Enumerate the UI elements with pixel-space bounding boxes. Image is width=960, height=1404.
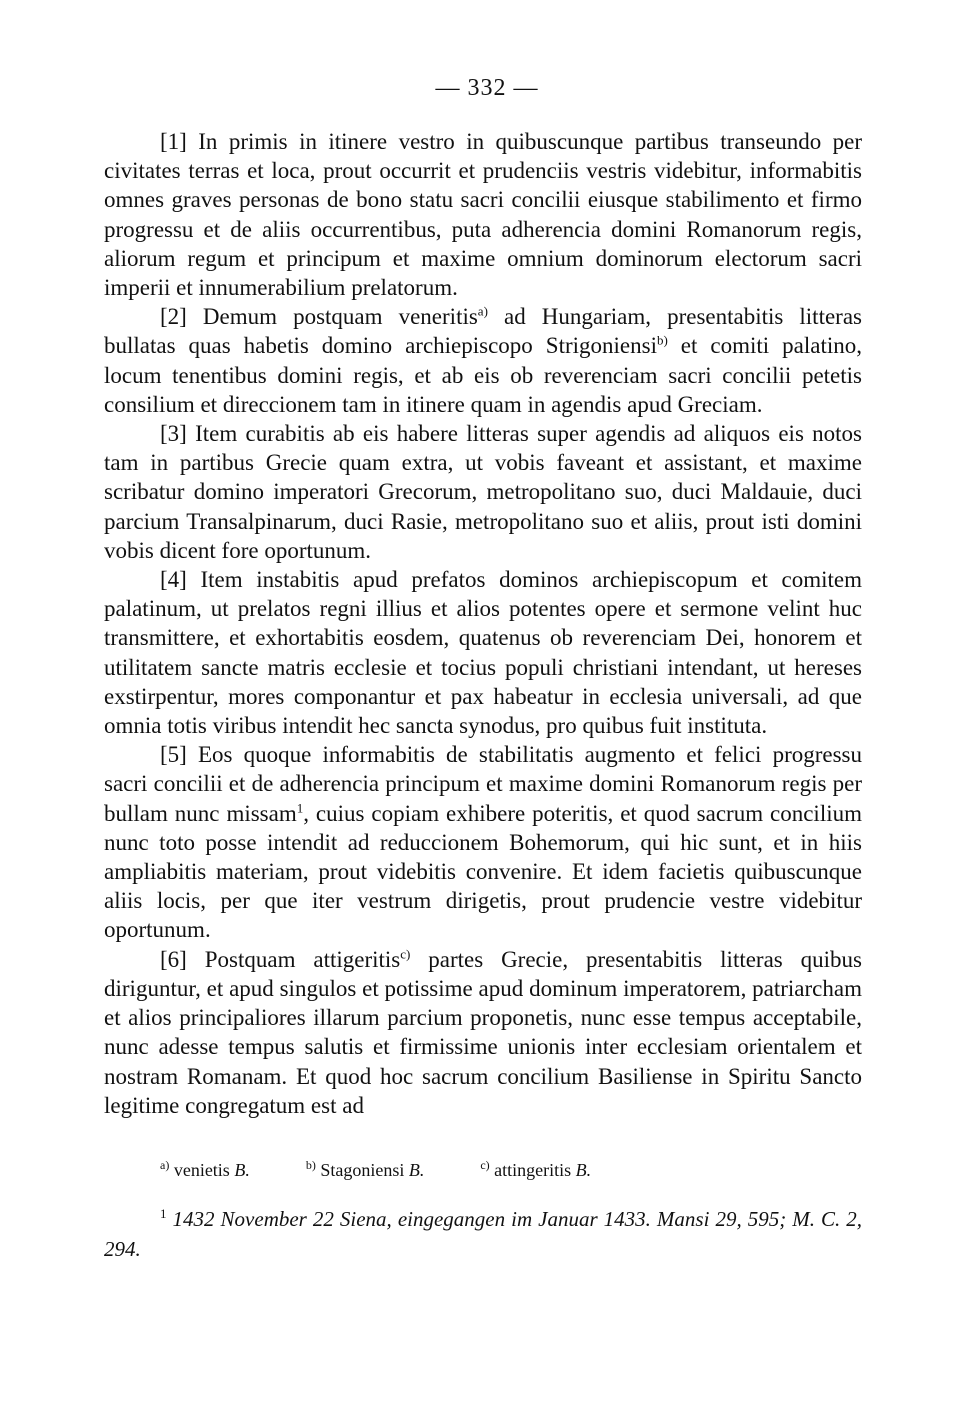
apparatus-entry [160, 1158, 250, 1182]
paragraph-text: , cuius copiam exhibere poteritis, et quod sacrum concilium nunc toto posse intendit ad reduccionem Bohemorum, qui hic sunt, et in hiis ampliabitis materiam, prout videbitis convenire. Et idem facietis quibuscunque aliis locis, per que iter vestrum dirigetis, prout prudencie vestre videbitur oportunum. [104, 800, 862, 943]
paragraph-text: [1] In primis in itinere vestro in quibuscunque partibus transeundo per civitates terras et loca, prout occurrit et prudenciis vestris videbitur, informabitis omnes graves personas de bono statu sacri concilii eiusque stabilimento et firmo progressu et de aliis occurrentibus, puta adherencia domini Romanorum regis, aliorum regum et principum et maxime omnium dominorum electorum sacri imperii et innumerabilium prelatorum. [104, 129, 862, 301]
paragraph-2 [104, 302, 862, 419]
apparatus-variant: venietis [173, 1159, 230, 1180]
paragraph-4 [104, 565, 862, 740]
footnote-reference: a) [477, 303, 488, 319]
footnote-reference: 1 [296, 800, 304, 816]
apparatus-source: B. [575, 1159, 592, 1180]
paragraph-text: partes Grecie, presentabitis litteras quibus diriguntur, et apud singulos et potissime apud dominum imperatorem, patriarcham et alios principaliores illarum parcium proponetis, nunc esse tempus acceptabile, nunc adesse tempus salutis et firmissime unionis inter ecclesiam orientalem et nostram Romanam. Et quod hoc sacrum concilium Basiliense in Spiritu Sancto legitime congregatum est ad [104, 946, 862, 1118]
paragraph-text: [2] Demum postquam veneritis [160, 304, 478, 330]
apparatus-siglum: a) [160, 1157, 170, 1172]
apparatus-variant: attingeritis [494, 1159, 572, 1180]
apparatus-source: B. [234, 1159, 250, 1180]
paragraph-text: [3] Item curabitis ab eis habere litteras super agendis ad aliquos eis notos tam in partibus Grecie quam extra, ut vobis faveant et assistant, et maxime scribatur domino imperatori Grecorum, metropolitano suo, duci Maldauie, duci parcium Transalpinarum, duci Rasie, metropolitano suo et aliis, prout isti domini vobis dicent fore oportunum. [104, 421, 862, 563]
main-text [104, 127, 862, 1120]
paragraph-text: [5] Eos quoque informabitis de stabilitatis augmento et felici progressu sacri concilii et de adherencia principum et maxime domini Romanorum regis per bullam nunc missam [104, 742, 862, 826]
apparatus-variant: Stagoniensi [320, 1159, 405, 1180]
paragraph-text: ad Hungariam, presentabitis litteras bullatas quas habetis domino archiepiscopo Strigoniensi [104, 304, 862, 359]
footnote-number: 1 [160, 1205, 167, 1221]
paragraph-text: [4] Item instabitis apud prefatos dominos archiepiscopum et comitem palatinum, ut prelatos regni illius et alios potentes opere et sermone velint huc transmittere, et exhortabitis eosdem, quatenus ob reverenciam Dei, honorem et utilitatem sancte matris ecclesie et tocius populi christiani intendant, ut hereses exstirpentur, mores componantur et pax habeatur in ecclesia universali, ad que omnia totis viribus intendit hec sancta synodus, pro quibus fuit instituta. [104, 567, 862, 739]
paragraph-6 [104, 945, 862, 1120]
apparatus-entry [306, 1158, 425, 1182]
apparatus-entry [480, 1158, 591, 1182]
paragraph-3 [104, 419, 862, 565]
apparatus-source: B. [408, 1159, 425, 1180]
footnote-1 [104, 1204, 862, 1264]
document-page [104, 72, 862, 1264]
critical-apparatus [104, 1158, 862, 1182]
paragraph-1 [104, 127, 862, 302]
apparatus-siglum: c) [480, 1157, 490, 1172]
apparatus-siglum: b) [305, 1157, 316, 1172]
footnote-reference: b) [656, 332, 668, 348]
footnote-text: 1432 November 22 Siena, eingegangen im Januar 1433. Mansi 29, 595; M. C. 2, 294. [104, 1206, 863, 1261]
paragraph-text: et comiti palatino, locum tenentibus domini regis, et ab eis ob reverenciam sacri concilii petetis consilium et direccionem tam in itinere quam in agendis apud Greciam. [104, 333, 862, 417]
footnote-reference: c) [400, 946, 411, 962]
page-number: — 332 — [435, 75, 539, 101]
paragraph-5 [104, 740, 862, 944]
paragraph-text: [6] Postquam attigeritis [160, 946, 401, 972]
